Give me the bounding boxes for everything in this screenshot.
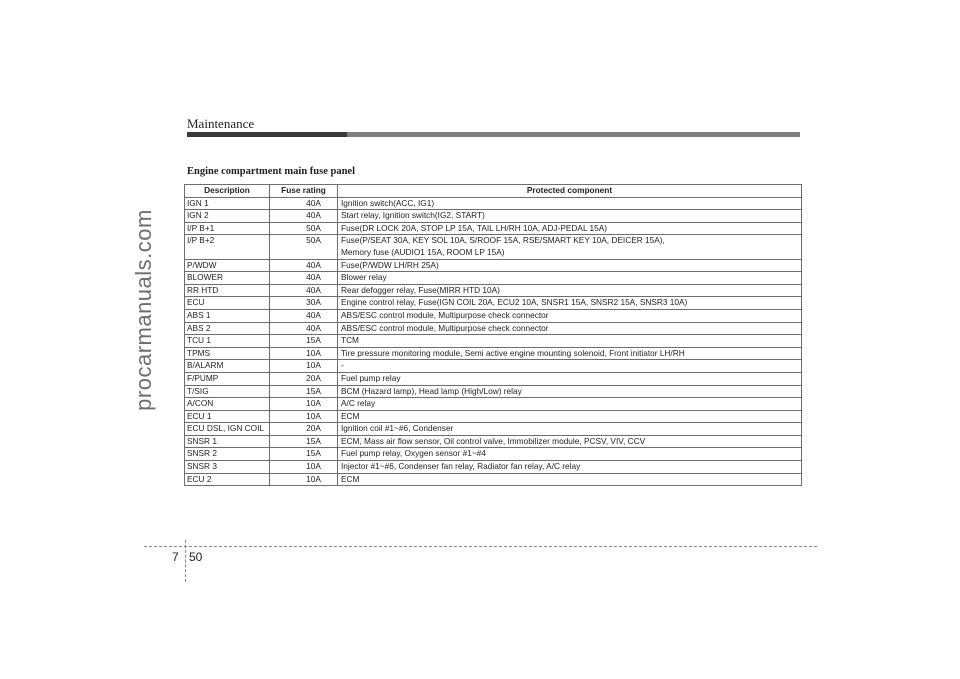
cell-component: ABS/ESC control module, Multipurpose check connector xyxy=(338,322,802,335)
cell-rating: 40A xyxy=(270,197,338,210)
cell-rating: 10A xyxy=(270,410,338,423)
cell-component: Fuel pump relay xyxy=(338,372,802,385)
cell-component: ECM, Mass air flow sensor, Oil control valve, Immobilizer module, PCSV, VIV, CCV xyxy=(338,435,802,448)
cell-rating: 30A xyxy=(270,297,338,310)
cell-description: RR HTD xyxy=(185,284,270,297)
table-row xyxy=(185,272,802,285)
table-row xyxy=(185,309,802,322)
table-header-row xyxy=(185,185,802,198)
cell-component: ECM xyxy=(338,473,802,486)
column-header-rating: Fuse rating xyxy=(270,185,338,198)
cell-rating: 10A xyxy=(270,398,338,411)
table-row xyxy=(185,322,802,335)
watermark: procarmanuals.com xyxy=(131,209,156,411)
cell-component: ECM xyxy=(338,410,802,423)
column-header-component: Protected component xyxy=(338,185,802,198)
table-title: Engine compartment main fuse panel xyxy=(187,166,355,177)
cell-description: ABS 2 xyxy=(185,322,270,335)
cell-description: SNSR 2 xyxy=(185,448,270,461)
table-row xyxy=(185,235,802,259)
table-row xyxy=(185,473,802,486)
cell-description: SNSR 1 xyxy=(185,435,270,448)
footer-rule xyxy=(144,546,817,547)
cell-component: Injector #1~#6, Condenser fan relay, Radiator fan relay, A/C relay xyxy=(338,461,802,474)
table-row xyxy=(185,284,802,297)
footer-divider xyxy=(185,540,186,582)
cell-component: Blower relay xyxy=(338,272,802,285)
cell-component: Fuel pump relay, Oxygen sensor #1~#4 xyxy=(338,448,802,461)
column-header-description: Description xyxy=(185,185,270,198)
table-row xyxy=(185,197,802,210)
cell-description: SNSR 3 xyxy=(185,461,270,474)
cell-component: Fuse(P/WDW LH/RH 25A) xyxy=(338,259,802,272)
table-body xyxy=(185,197,802,486)
cell-rating: 20A xyxy=(270,372,338,385)
cell-rating: 15A xyxy=(270,435,338,448)
table-row xyxy=(185,297,802,310)
cell-description: BLOWER xyxy=(185,272,270,285)
cell-component: Fuse(DR LOCK 20A, STOP LP 15A, TAIL LH/RH 10A, ADJ-PEDAL 15A) xyxy=(338,222,802,235)
table-row xyxy=(185,259,802,272)
cell-rating: 15A xyxy=(270,385,338,398)
cell-description: TCU 1 xyxy=(185,335,270,348)
cell-rating: 10A xyxy=(270,347,338,360)
cell-rating: 10A xyxy=(270,461,338,474)
cell-component: - xyxy=(338,360,802,373)
table-row xyxy=(185,347,802,360)
cell-rating: 40A xyxy=(270,322,338,335)
cell-component: A/C relay xyxy=(338,398,802,411)
cell-component: Tire pressure monitoring module, Semi active engine mounting solenoid, Front initiator LH/RH xyxy=(338,347,802,360)
page-number: 50 xyxy=(189,550,203,564)
cell-component: Start relay, Ignition switch(IG2, START) xyxy=(338,210,802,223)
cell-description: P/WDW xyxy=(185,259,270,272)
cell-description: I/P B+2 xyxy=(185,235,270,259)
table-row xyxy=(185,210,802,223)
cell-rating: 15A xyxy=(270,335,338,348)
chapter-number: 7 xyxy=(172,550,179,564)
cell-component: Engine control relay, Fuse(IGN COIL 20A, ECU2 10A, SNSR1 15A, SNSR2 15A, SNSR3 10A) xyxy=(338,297,802,310)
cell-rating: 50A xyxy=(270,235,338,259)
cell-rating: 15A xyxy=(270,448,338,461)
cell-description: IGN 1 xyxy=(185,197,270,210)
table-row xyxy=(185,435,802,448)
cell-description: ECU 2 xyxy=(185,473,270,486)
cell-description: ECU 1 xyxy=(185,410,270,423)
cell-rating: 20A xyxy=(270,423,338,436)
table-row xyxy=(185,448,802,461)
cell-rating: 10A xyxy=(270,473,338,486)
cell-rating: 40A xyxy=(270,272,338,285)
table-row xyxy=(185,423,802,436)
table-row xyxy=(185,222,802,235)
table-row xyxy=(185,385,802,398)
cell-component: Fuse(P/SEAT 30A, KEY SOL 10A, S/ROOF 15A, RSE/SMART KEY 10A, DEICER 15A), Memory fuse (AUDIO1 15A, ROOM LP 15A) xyxy=(338,235,802,259)
cell-rating: 40A xyxy=(270,210,338,223)
cell-description: ECU xyxy=(185,297,270,310)
cell-component: TCM xyxy=(338,335,802,348)
cell-component: Ignition switch(ACC, IG1) xyxy=(338,197,802,210)
cell-description: I/P B+1 xyxy=(185,222,270,235)
cell-description: IGN 2 xyxy=(185,210,270,223)
cell-description: T/SIG xyxy=(185,385,270,398)
cell-component: BCM (Hazard lamp), Head lamp (High/Low) relay xyxy=(338,385,802,398)
cell-rating: 40A xyxy=(270,309,338,322)
cell-description: F/PUMP xyxy=(185,372,270,385)
cell-component: Rear defogger relay, Fuse(MIRR HTD 10A) xyxy=(338,284,802,297)
table-row xyxy=(185,398,802,411)
table-row xyxy=(185,461,802,474)
cell-rating: 40A xyxy=(270,284,338,297)
cell-description: ECU DSL, IGN COIL xyxy=(185,423,270,436)
table-row xyxy=(185,410,802,423)
cell-component: ABS/ESC control module, Multipurpose check connector xyxy=(338,309,802,322)
table-row xyxy=(185,360,802,373)
cell-description: B/ALARM xyxy=(185,360,270,373)
table-row xyxy=(185,335,802,348)
cell-rating: 40A xyxy=(270,259,338,272)
cell-description: TPMS xyxy=(185,347,270,360)
cell-description: ABS 1 xyxy=(185,309,270,322)
header-rule-accent xyxy=(187,132,347,137)
fuse-table xyxy=(184,184,802,486)
cell-component: Ignition coil #1~#6, Condenser xyxy=(338,423,802,436)
section-header: Maintenance xyxy=(187,116,255,131)
cell-rating: 50A xyxy=(270,222,338,235)
cell-description: A/CON xyxy=(185,398,270,411)
table-row xyxy=(185,372,802,385)
cell-rating: 10A xyxy=(270,360,338,373)
